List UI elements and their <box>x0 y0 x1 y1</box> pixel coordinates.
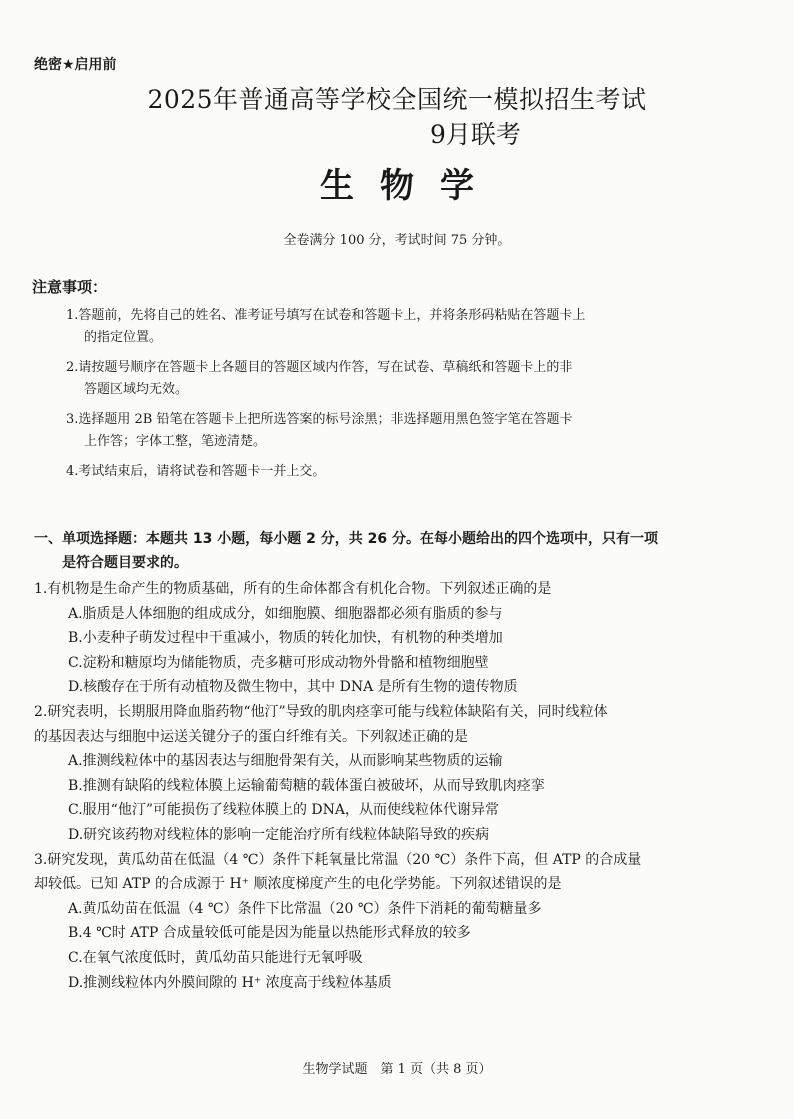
page-footer: 生物学试题 第 1 页（共 8 页） <box>302 1062 492 1077</box>
option-a: A.脂质是人体细胞的组成成分，如细胞膜、细胞器都必须有脂质的参与 <box>68 605 503 622</box>
question-stem: 1.有机物是生命产生的物质基础，所有的生命体都含有机化合物。下列叙述正确的是 <box>34 581 552 597</box>
option-c: C.服用“他汀”可能损伤了线粒体膜上的 DNA，从而使线粒体代谢异常 <box>68 802 500 819</box>
question-1 <box>34 577 764 700</box>
confidential-mark: 绝密★启用前 <box>34 57 117 73</box>
section-line: 一、单项选择题：本题共 13 小题，每小题 2 分，共 26 分。在每小题给出的四个选项中，只有一项 <box>34 531 658 547</box>
question-stem: 2.研究表明，长期服用降血脂药物“他汀”导致的肌肉痉挛可能与线粒体缺陷有关，同时线粒体 <box>34 703 608 720</box>
notice-item <box>66 461 756 483</box>
option-a: A.推测线粒体中的基因表达与细胞骨架有关，从而影响某些物质的运输 <box>68 753 503 770</box>
question-stem: 3.研究发现，黄瓜幼苗在低温（4 ℃）条件下耗氧量比常温（20 ℃）条件下高，但 ATP 的合成量 <box>34 851 642 868</box>
notice-heading: 注意事项： <box>32 278 108 296</box>
exam-subtitle: 9月联考 <box>430 120 521 149</box>
notice-line: 3.选择题用 2B 铅笔在答题卡上把所选答案的标号涂黑；非选择题用黑色签字笔在答题卡 <box>66 412 573 427</box>
option-a: A.黄瓜幼苗在低温（4 ℃）条件下比常温（20 ℃）条件下消耗的葡萄糖量多 <box>68 900 542 917</box>
notice-item <box>66 409 756 453</box>
notice-line: 答题区域均无效。 <box>84 382 189 397</box>
option-c: C.淀粉和糖原均为储能物质，壳多糖可形成动物外骨骼和植物细胞壁 <box>68 654 489 671</box>
option-c: C.在氧气浓度低时，黄瓜幼苗只能进行无氧呼吸 <box>68 949 363 966</box>
notice-line: 的指定位置。 <box>84 330 163 345</box>
notice-list <box>66 305 756 491</box>
option-b: B.推测有缺陷的线粒体膜上运输葡萄糖的载体蛋白被破坏，从而导致肌肉痉挛 <box>68 777 545 794</box>
question-stem-cont: 却较低。已知 ATP 的合成源于 H⁺ 顺浓度梯度产生的电化学势能。下列叙述错误的是 <box>34 876 562 893</box>
question-2 <box>34 700 764 848</box>
notice-line: 4.考试结束后，请将试卷和答题卡一并上交。 <box>66 464 326 479</box>
notice-line: 2.请按题号顺序在答题卡上各题目的答题区域内作答，写在试卷、草稿纸和答题卡上的非 <box>66 360 573 375</box>
option-d: D.核酸存在于所有动植物及微生物中，其中 DNA 是所有生物的遗传物质 <box>68 679 518 696</box>
notice-line: 上作答；字体工整，笔迹清楚。 <box>84 434 267 449</box>
option-d: D.研究该药物对线粒体的影响一定能治疗所有线粒体缺陷导致的疾病 <box>68 826 490 843</box>
score-info: 全卷满分 100 分，考试时间 75 分钟。 <box>283 233 511 248</box>
question-3 <box>34 848 764 996</box>
notice-item <box>66 305 756 349</box>
section-line: 是符合题目要求的。 <box>62 555 188 571</box>
notice-item <box>66 357 756 401</box>
option-b: B.小麦种子萌发过程中干重减小，物质的转化加快，有机物的种类增加 <box>68 630 503 647</box>
question-stem-cont: 的基因表达与细胞中运送关键分子的蛋白纤维有关。下列叙述正确的是 <box>34 728 468 745</box>
exam-title: 2025年普通高等学校全国统一模拟招生考试 <box>147 85 647 114</box>
subject-title: 生物学 <box>320 166 500 206</box>
question-list <box>34 577 764 995</box>
option-d: D.推测线粒体内外膜间隙的 H⁺ 浓度高于线粒体基质 <box>68 974 392 991</box>
notice-line: 1.答题前，先将自己的姓名、准考证号填写在试卷和答题卡上，并将条形码粘贴在答题卡上 <box>66 308 586 323</box>
section-heading <box>34 527 764 575</box>
option-b: B.4 ℃时 ATP 合成量较低可能是因为能量以热能形式释放的较多 <box>68 925 471 942</box>
